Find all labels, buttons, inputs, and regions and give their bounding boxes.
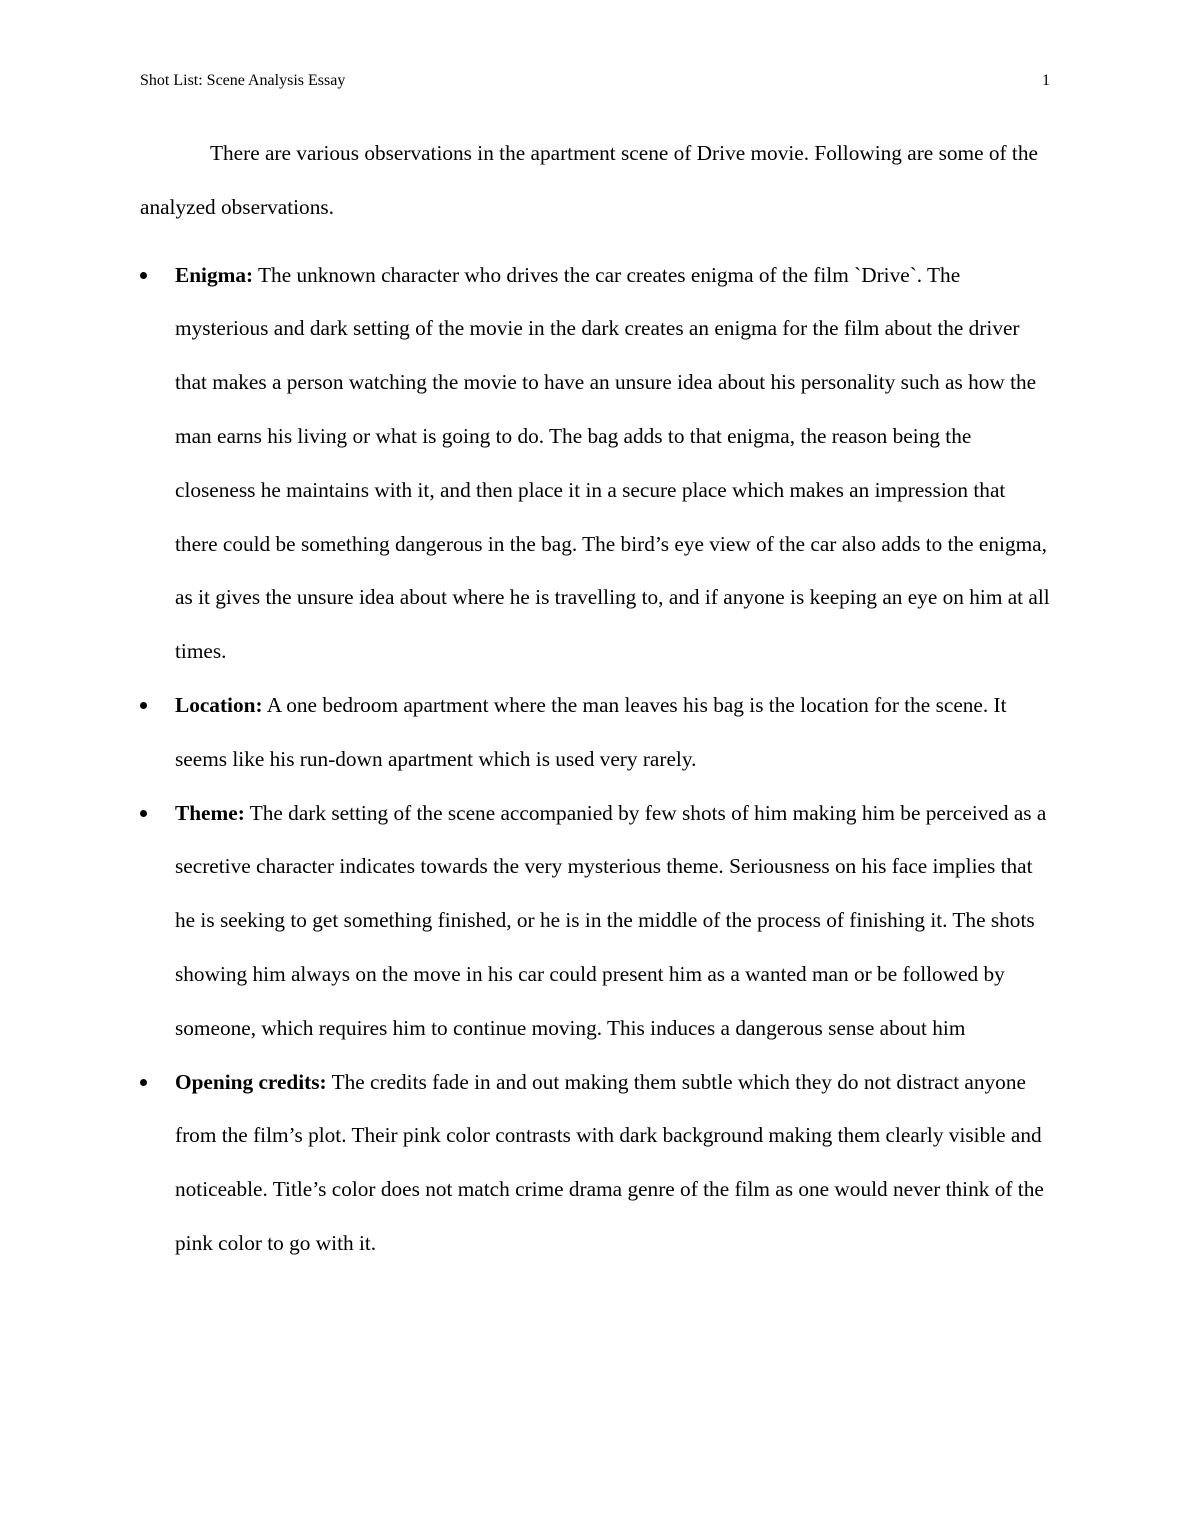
running-head: Shot List: Scene Analysis Essay bbox=[140, 72, 346, 89]
list-item-text: The dark setting of the scene accompanied by few shots of him making him be perceived as a secretive character indicates towards the very mysterious theme. Seriousness on his face implies that he is seeking to get something finished, or he is in the middle of the process of finishing it. The shots showing him always on the move in his car could present him as a wanted man or be followed by someone, which requires him to continue moving. This induces a dangerous sense about him bbox=[175, 800, 1047, 1040]
intro-paragraph: There are various observations in the apartment scene of Drive movie. Following are some of the analyzed observations. bbox=[140, 141, 1038, 219]
observation-list bbox=[140, 249, 1052, 1271]
list-item-enigma bbox=[140, 249, 1052, 679]
document-body bbox=[140, 127, 1052, 1271]
list-item-text: The credits fade in and out making them subtle which they do not distract anyone from the film’s plot. Their pink color contrasts with dark background making them clearly visible and noticeable. Title’s color does not match crime drama genre of the film as one would never think of the pink color to go with it. bbox=[175, 1069, 1044, 1255]
list-item-term: Opening credits: bbox=[175, 1069, 327, 1094]
list-item-term: Location: bbox=[175, 692, 263, 717]
list-item-text: The unknown character who drives the car creates enigma of the film `Drive`. The mysterious and dark setting of the movie in the dark creates an enigma for the film about the driver that makes a person watching the movie to have an unsure idea about his personality such as how the man earns his living or what is going to do. The bag adds to that enigma, the reason being the closeness he maintains with it, and then place it in a secure place which makes an impression that there could be something dangerous in the bag. The bird’s eye view of the car also adds to the enigma, as it gives the unsure idea about where he is travelling to, and if anyone is keeping an eye on him at all times. bbox=[175, 262, 1050, 664]
list-item-term: Enigma: bbox=[175, 262, 254, 287]
list-item-text: A one bedroom apartment where the man leaves his bag is the location for the scene. It seems like his run-down apartment which is used very rarely. bbox=[175, 692, 1007, 771]
list-item-opening-credits bbox=[140, 1056, 1052, 1271]
list-item-theme bbox=[140, 787, 1052, 1056]
page-number: 1 bbox=[1042, 72, 1050, 89]
list-item-location bbox=[140, 679, 1052, 787]
list-item-term: Theme: bbox=[175, 800, 245, 825]
